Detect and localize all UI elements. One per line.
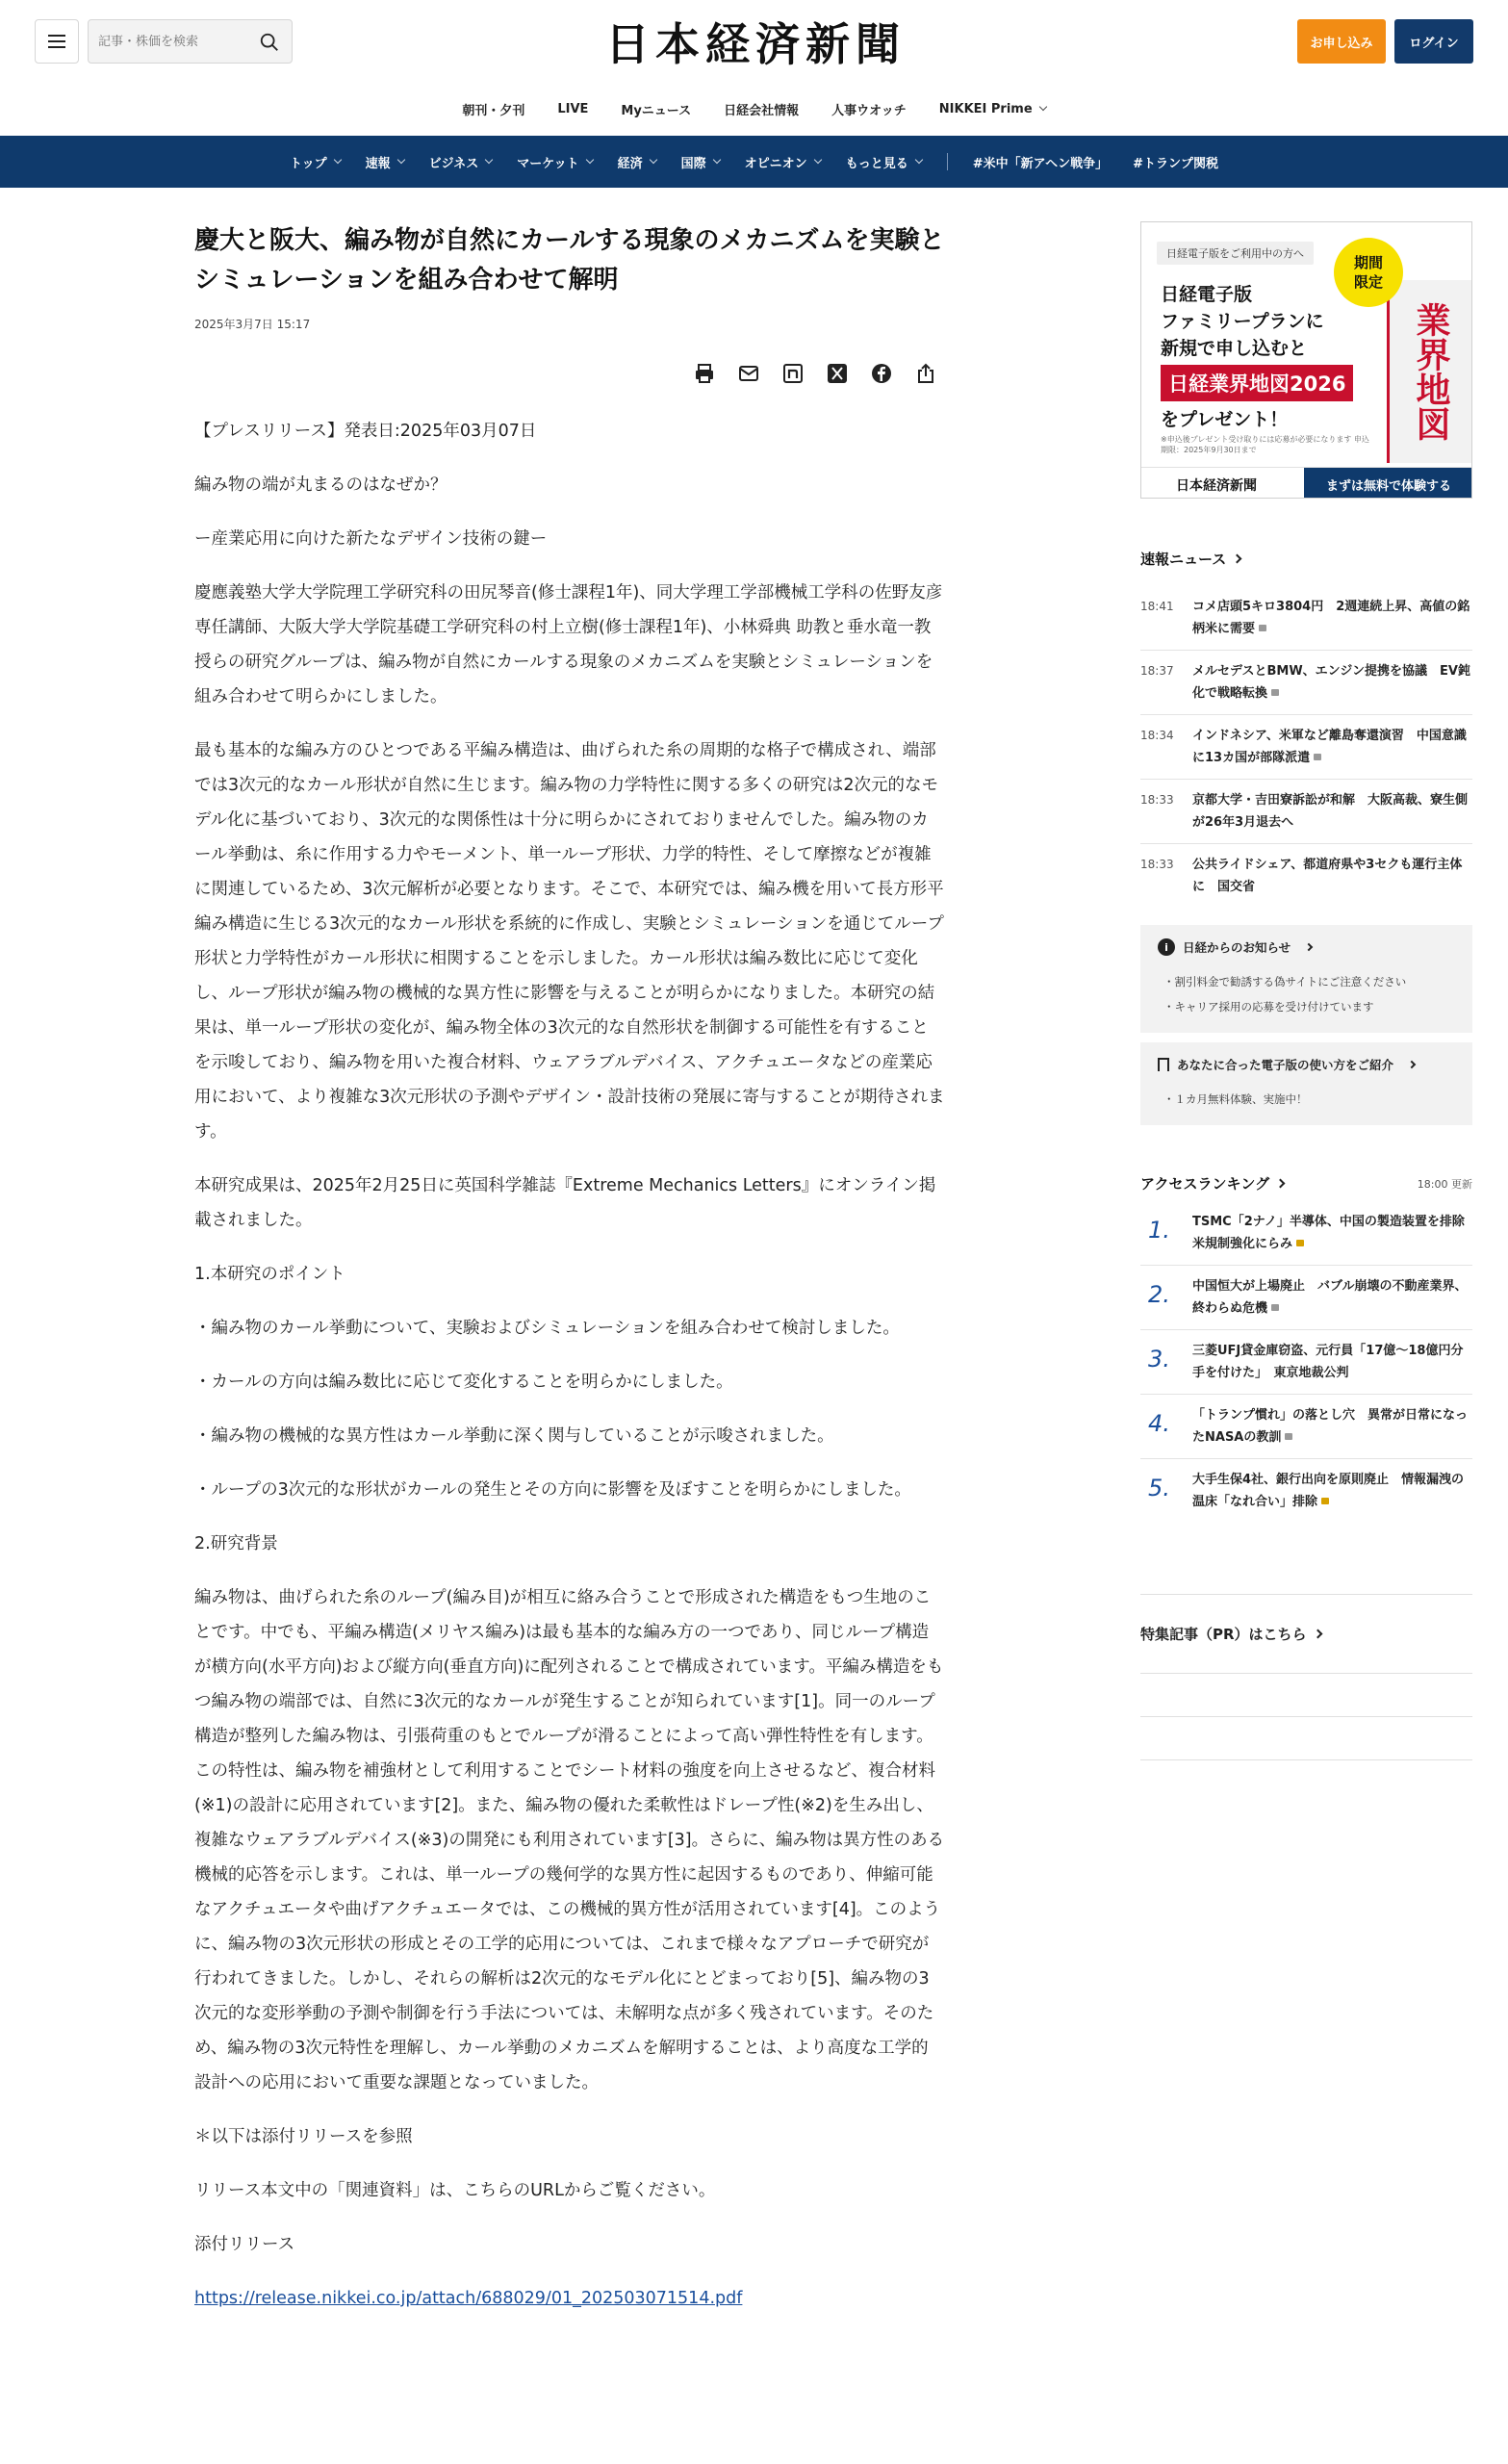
nav-top-label: トップ: [290, 156, 327, 171]
nikkei-logo[interactable]: 日本経済新聞: [605, 18, 906, 70]
note-icon[interactable]: [780, 360, 806, 387]
chevron-down-icon: [585, 156, 593, 164]
search-icon[interactable]: [259, 32, 280, 53]
paragraph: 慶應義塾大学大学院理工学研究科の田尻琴音(修士課程1年)、同大学理工学部機械工学科の佐野友彦 専任講師、大阪大学大学院基礎工学研究科の村上立樹(修士課程1年)、小林舜典 助教と垂水竜一教授らの研究グループは、編み物が自然にカールする現象のメカニズムを実験とシミュレーションを組み合わせて明らかにしました。: [194, 583, 943, 706]
ad-line: 新規で申し込むと: [1161, 338, 1308, 359]
paragraph: 本研究成果は、2025年2月25日に英国科学雑誌『Extreme Mechanics Letters』にオンライン掲載されました。: [194, 1176, 936, 1230]
news-time: 18:33: [1140, 858, 1174, 871]
x-twitter-icon[interactable]: [824, 360, 851, 387]
guide-item[interactable]: ・ １カ月無料体験、実施中！: [1175, 1087, 1455, 1112]
nav-top[interactable]: [290, 153, 341, 171]
article: [194, 221, 945, 2308]
ranking-list: [1140, 1201, 1477, 1523]
rank-title: [1192, 1211, 1477, 1255]
notice-item[interactable]: ・ キャリア採用の応募を受け付けています: [1175, 994, 1455, 1019]
usage-guide-box: [1140, 1042, 1472, 1125]
list-item[interactable]: [1140, 651, 1472, 715]
list-item[interactable]: [1140, 715, 1472, 780]
divider: [1140, 1673, 1472, 1674]
ad-logo: 日本経済新聞: [1176, 478, 1257, 494]
chevron-down-icon: [485, 156, 493, 164]
paragraph: ・編み物のカール挙動について、実験およびシミュレーションを組み合わせて検討しました。: [194, 1319, 900, 1338]
badge-text: 限定: [1353, 273, 1383, 291]
divider: [1140, 1594, 1472, 1595]
ranking-row[interactable]: [1140, 1266, 1472, 1330]
nikkei-notice-box: [1140, 925, 1472, 1033]
sidebar: [1140, 221, 1477, 1760]
guide-title[interactable]: [1158, 1056, 1455, 1073]
news-time: 18:37: [1140, 664, 1174, 678]
notice-item[interactable]: ・ 割引料金で勧誘する偽サイトにご注意ください: [1175, 969, 1455, 994]
subnav-nikkei-prime-label: NIKKEI Prime: [938, 101, 1033, 116]
rank-title: [1192, 1275, 1472, 1320]
search-input[interactable]: [98, 35, 252, 49]
ad-line: ファミリープランに: [1161, 311, 1324, 332]
subnav-morning-evening[interactable]: 朝刊・夕刊: [462, 103, 525, 118]
lock-icon: [1314, 754, 1321, 760]
attachment-paragraph: [194, 2281, 945, 2316]
paragraph: 最も基本的な編み方のひとつである平編み構造は、曲げられた糸の周期的な格子で構成され、端部では3次元的なカール形状が自然に生じます。編み物の力学特性に関する多くの研究は2次元的なモデル化に基づいており、3次元的な関係性は十分に明らかにされておりませんでした。編み物のカール挙動は、糸に作用する力やモーメント、単一ループ形状、力学的特性、そして摩擦などが複雑に関連しているため、3次元解析が必要となります。そこで、本研究では、編み機を用いて長方形平編み構造に生じる3次元的なカール形状を系統的に作成し、実験とシミュレーションを通じてループ形状と力学特性がカール形状に相関することを示しました。カール形状は編み数比に応じて変化し、ループ形状が編み物の機械的な異方性に影響を与えることが明らかになりました。本研究の結果は、単一ループ形状の変化が、編み物全体の3次元的な自然形状を制御する可能性を有することを示唆しており、編み物を用いた複合材料、ウェアラブルデバイス、アクチュエータなどの産業応用において、より複雑な3次元形状の予測やデザイン・設計技術の発展に寄与することが期待されます。: [194, 741, 945, 1142]
chevron-right-icon: [1313, 1630, 1322, 1639]
subscribe-button[interactable]: お申し込み: [1297, 19, 1386, 64]
paragraph: 添付リリース: [194, 2235, 295, 2254]
mail-icon[interactable]: [735, 360, 762, 387]
chevron-right-icon: [1408, 1061, 1416, 1068]
pr-title[interactable]: [1140, 1624, 1472, 1644]
article-body: [194, 414, 945, 2335]
paragraph: 【プレスリリース】発表日:2025年03月07日: [194, 422, 537, 441]
rank-title: [1192, 1469, 1472, 1513]
hamburger-icon: [48, 40, 65, 42]
sub-navigation: [0, 91, 1508, 126]
breaking-news-section: [1140, 549, 1472, 908]
divider: [1140, 1716, 1472, 1717]
ranking-header: [1140, 1173, 1472, 1194]
paragraph: ・編み物の機械的な異方性はカール挙動に深く関与していることが示唆されました。: [194, 1426, 834, 1446]
chevron-down-icon: [396, 156, 404, 164]
paragraph: リリース本文中の「関連資料」は、こちらのURLからご覧ください。: [194, 2181, 716, 2200]
news-title-text: インドネシア、米軍など離島奪還演習 中国意識に13カ国が部隊派遣: [1192, 729, 1467, 765]
menu-button[interactable]: [35, 19, 79, 64]
nav-opinion-label: オピニオン: [744, 156, 807, 171]
notice-title[interactable]: [1158, 938, 1455, 956]
ad-tag: 日経電子版をご利用中の方へ: [1157, 242, 1314, 265]
ad-line: をプレゼント！: [1161, 409, 1289, 430]
news-time: 18:33: [1140, 793, 1174, 807]
nav-breaking[interactable]: [366, 153, 404, 171]
divider: [1140, 1759, 1472, 1760]
rank-title: [1192, 1404, 1472, 1449]
article-timestamp: 2025年3月7日 15:17: [194, 318, 311, 331]
search-box[interactable]: [88, 19, 293, 64]
chevron-down-icon: [649, 156, 656, 164]
nav-economy[interactable]: [618, 153, 656, 171]
nav-more[interactable]: [846, 153, 922, 171]
ranking-updated: 18:00 更新: [1417, 1177, 1472, 1191]
rank-number: 2.: [1148, 1281, 1170, 1308]
nav-opinion[interactable]: [745, 153, 821, 171]
site-header: [0, 0, 1508, 84]
news-title-text: メルセデスとBMW、エンジン提携を協議 EV鈍化で戦略転換: [1192, 664, 1470, 701]
chevron-down-icon: [712, 156, 720, 164]
ranking-row[interactable]: [1140, 1459, 1472, 1523]
chevron-right-icon: [1276, 1179, 1286, 1189]
pr-section: [1140, 1624, 1472, 1644]
news-title: 京都大学・吉田寮訴訟が和解 大阪高裁、寮生側が26年3月退去へ: [1192, 793, 1469, 830]
nav-international-label: 国際: [680, 156, 706, 171]
ad-highlight: 日経業界地図2026: [1161, 365, 1353, 401]
paragraph: ・ループの3次元的な形状がカールの発生とその方向に影響を及ぼすことを明らかにしました。: [194, 1480, 911, 1500]
news-title: 公共ライドシェア、都道府県や3セクも運行主体に 国交省: [1192, 858, 1463, 894]
lock-icon: [1259, 625, 1266, 631]
ranking-title[interactable]: [1140, 1173, 1284, 1194]
list-item[interactable]: [1140, 844, 1472, 908]
subnav-company-info[interactable]: 日経会社情報: [724, 103, 800, 118]
ad-footer: [1141, 467, 1472, 499]
pr-title-label: 特集記事（PR）はこちら: [1140, 1626, 1307, 1643]
attachment-link[interactable]: https://release.nikkei.co.jp/attach/688029/01_202503071514.pdf: [194, 2289, 743, 2308]
list-item[interactable]: [1140, 780, 1472, 844]
nav-business-label: ビジネス: [428, 156, 479, 171]
share-icon[interactable]: [912, 360, 939, 387]
nav-breaking-label: 速報: [365, 156, 391, 171]
rank-title-text: 「トランプ慣れ」の落とし穴 異常が日常になったNASAの教訓: [1192, 1408, 1469, 1445]
rank-title: 三菱UFJ貸金庫窃盗、元行員「17億〜18億円分手を付けた」 東京地裁公判: [1192, 1344, 1464, 1380]
ad-fine-print: ※申込後プレゼント受け取りには応募が必要になります 申込期限：2025年9月30日まで: [1161, 435, 1369, 454]
rank-number: 5.: [1148, 1475, 1170, 1502]
news-title: [1192, 725, 1472, 769]
chevron-right-icon: [1305, 943, 1313, 951]
ranking-row[interactable]: [1140, 1201, 1477, 1266]
guide-title-label: あなたに合った電子版の使い方をご紹介: [1177, 1058, 1394, 1072]
ranking-row[interactable]: [1140, 1395, 1472, 1459]
breaking-news-title[interactable]: [1140, 549, 1472, 569]
subnav-nikkei-prime[interactable]: [939, 102, 1046, 116]
rank-title-text: 大手生保4社、銀行出向を原則廃止 情報漏洩の温床「なれ合い」排除: [1192, 1473, 1465, 1509]
nav-market[interactable]: [517, 153, 592, 171]
rank-title-text: TSMC「2ナノ」半導体、中国の製造装置を排除 米規制強化にらみ: [1192, 1215, 1477, 1251]
nav-more-label: もっと見る: [845, 156, 908, 171]
paragraph: ー産業応用に向けた新たなデザイン技術の鍵ー: [194, 529, 548, 549]
badge-text: 期間: [1353, 254, 1383, 271]
print-icon[interactable]: [691, 360, 718, 387]
ranking-row[interactable]: [1140, 1330, 1472, 1395]
news-title: [1192, 660, 1472, 705]
chevron-right-icon: [1233, 554, 1242, 564]
bookmark-icon: [1158, 1058, 1169, 1071]
section-title-label: アクセスランキング: [1140, 1175, 1270, 1193]
info-icon: i: [1158, 938, 1175, 956]
lock-icon: [1321, 1498, 1329, 1504]
article-headline: 慶大と阪大、編み物が自然にカールする現象のメカニズムを実験とシミュレーションを組み合わせて解明: [194, 226, 945, 295]
list-item[interactable]: [1140, 586, 1472, 651]
notice-list: [1158, 969, 1455, 1019]
nav-tag-us-china[interactable]: #米中「新アヘン戦争」: [972, 156, 1109, 171]
rank-title-text: 中国恒大が上場廃止 バブル崩壊の不動産業界、終わらぬ危機: [1192, 1279, 1468, 1316]
chevron-down-icon: [333, 156, 341, 164]
news-time: 18:41: [1140, 600, 1174, 613]
book-cover-image: 業界地図: [1387, 280, 1472, 463]
nav-economy-label: 経済: [617, 156, 643, 171]
paragraph: ・カールの方向は編み数比に応じて変化することを明らかにしました。: [194, 1373, 733, 1392]
nav-business[interactable]: [429, 153, 493, 171]
facebook-icon[interactable]: [868, 360, 895, 387]
limited-time-badge: [1334, 238, 1403, 307]
section-heading: 1.本研究のポイント: [194, 1265, 345, 1284]
nav-international[interactable]: [681, 153, 720, 171]
nav-market-label: マーケット: [517, 156, 579, 171]
chevron-down-icon: [914, 156, 922, 164]
nav-divider: [947, 153, 948, 170]
subnav-jinji-watch[interactable]: 人事ウオッチ: [831, 103, 907, 118]
subnav-live[interactable]: LIVE: [557, 101, 589, 116]
ad-line: 日経電子版: [1161, 284, 1253, 305]
login-button[interactable]: ログイン: [1394, 19, 1473, 64]
lock-icon: [1296, 1240, 1304, 1246]
guide-list: [1158, 1087, 1455, 1112]
paragraph: ＊以下は添付リリースを参照: [194, 2127, 413, 2146]
rank-number: 1.: [1148, 1217, 1170, 1244]
news-title: [1192, 596, 1472, 640]
rank-number: 3.: [1148, 1346, 1170, 1373]
lock-icon: [1271, 689, 1279, 696]
section-heading: 2.研究背景: [194, 1534, 278, 1553]
paragraph: 編み物の端が丸まるのはなぜか？: [194, 475, 447, 495]
paragraph: 編み物は、曲げられた糸のループ(編み目)が相互に絡み合うことで形成された構造をもつ生地のことです。中でも、平編み構造(メリヤス編み)は最も基本的な編み方の一つであり、同じループ構造が横方向(水平方向)および縦方向(垂直方向)に配列されることで構成されています。平編み構造をもつ編み物の端部では、自然に3次元的なカールが発生することが知られています[1]。同一のループ構造が整列した編み物は、引張荷重のもとでループが滑ることによって高い弾性特性を有します。この特性は、編み物を補強材として利用することでシート材料の強度を向上させるなど、複合材料(※1)の設計に応用されています[2]。また、編み物の優れた柔軟性はドレープ性(※2)を生み出し、複雑なウェアラブルデバイス(※3)の開発にも利用されています[3]。さらに、編み物は異方性のある機械的応答を示します。これは、単一ループの幾何学的な異方性に起因するものであり、伸縮可能なアクチュエータや曲げアクチュエータでは、この機械的異方性が活用されています[4]。このように、編み物の3次元形状の形成とその工学的応用については、これまで様々なアプローチで研究が行われてきました。しかし、それらの解析は2次元的なモデル化にとどまっており[5]、編み物の3次元的な変形挙動の予測や制御を行う手法については、未解明な点が多く残されています。そのため、編み物の3次元特性を理解し、カール挙動のメカニズムを解明することは、より高度な工学的設計への応用において重要な課題となっていました。: [194, 1588, 945, 2092]
subnav-mynews[interactable]: Myニュース: [621, 103, 692, 118]
chevron-down-icon: [813, 156, 821, 164]
breaking-news-list: [1140, 586, 1472, 908]
access-ranking-section: [1140, 1173, 1477, 1523]
lock-icon: [1285, 1433, 1292, 1440]
notice-title-label: 日経からのお知らせ: [1183, 940, 1291, 955]
news-time: 18:34: [1140, 729, 1174, 742]
free-trial-button[interactable]: まずは無料で体験する: [1304, 468, 1472, 499]
ad-banner[interactable]: [1140, 221, 1472, 499]
share-bar: [691, 360, 939, 387]
chevron-down-icon: [1038, 103, 1046, 111]
rank-number: 4.: [1148, 1410, 1170, 1437]
news-title-text: コメ店頭5キロ3804円 2週連続上昇、高値の銘柄米に需要: [1192, 600, 1470, 636]
nav-tag-tariff[interactable]: #トランプ関税: [1133, 156, 1218, 171]
section-title-label: 速報ニュース: [1140, 551, 1227, 568]
lock-icon: [1271, 1304, 1279, 1311]
main-navigation: [0, 136, 1508, 188]
